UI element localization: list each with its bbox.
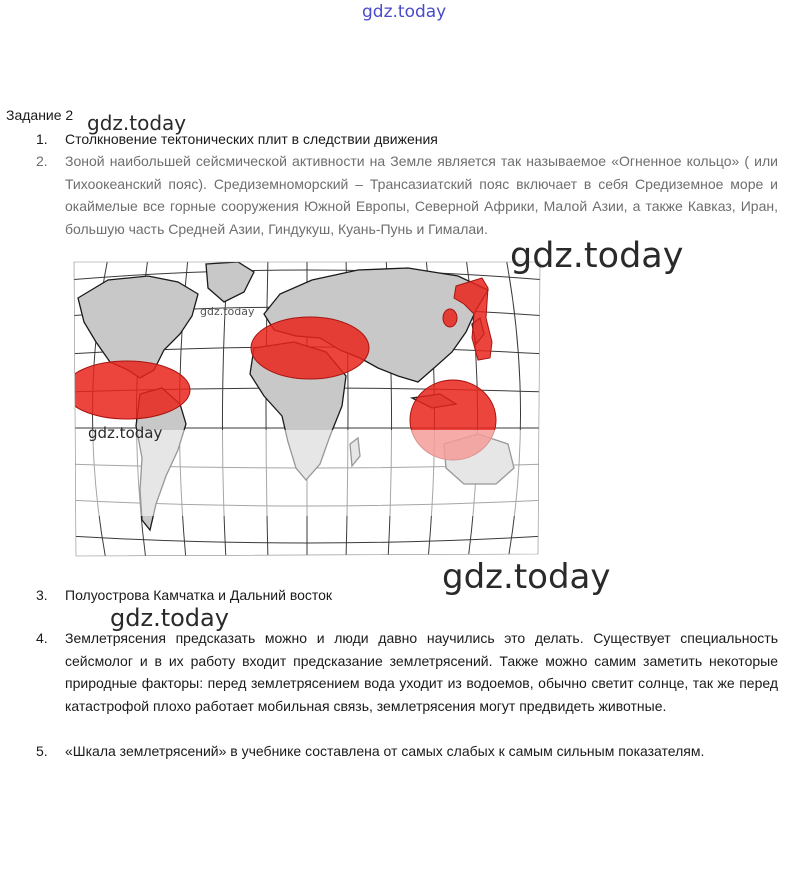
watermark: gdz.today xyxy=(442,557,611,597)
watermark: gdz.today xyxy=(88,424,163,442)
watermark: gdz.today xyxy=(510,236,684,276)
list-item xyxy=(36,627,778,717)
seismic-zone-americas xyxy=(68,361,190,419)
list-item-number: 5. xyxy=(36,743,48,759)
list-item-text: Зоной наибольшей сейсмической активности на Земле является так называемое «Огненное кольцо» ( или Тихоокеанский пояс). Средиземноморский – Трансазиатский пояс включает в себя Средиземное море и окаймелые все горные сооружения Южной Европы, Северной Африки, Малой Азии, а также Кавказ, Иран, большую часть Средней Азии, Гиндукуш, Куань-Пунь и Гималаи. xyxy=(65,153,778,237)
world-map-figure xyxy=(68,258,546,560)
list-item-text: Полуострова Камчатка и Дальний восток xyxy=(65,587,333,603)
list-item-number: 2. xyxy=(36,153,48,169)
list-item-number: 1. xyxy=(36,131,48,147)
list-item xyxy=(36,740,778,763)
faint-watermark-overlay xyxy=(68,430,546,516)
list-item-number: 4. xyxy=(36,630,48,646)
list-item-number: 3. xyxy=(36,587,48,603)
watermark-top: gdz.today xyxy=(362,2,447,22)
list-item-text: Столкновение тектонических плит в следствии движения xyxy=(65,131,438,147)
seismic-zone-kuril xyxy=(443,309,457,327)
list-item xyxy=(36,150,778,240)
task-title: Задание 2 xyxy=(6,107,74,123)
watermark: gdz.today xyxy=(110,604,229,632)
seismic-zone-mediterranean xyxy=(251,317,369,379)
list-item-text: Землетрясения предсказать можно и люди давно научились это делать. Существует специальность сейсмолог и в их работу входит предсказание землетрясений. Также можно самим заметить некоторые природные факторы: перед землетрясением вода уходит из водоемов, обычно светит солнце, так же перед катастрофой плохо работает мобильная связь, землетрясения могут предвидеть животные. xyxy=(65,630,778,714)
list-item-text: «Шкала землетрясений» в учебнике составлена от самых слабых к самым сильным показателям. xyxy=(65,743,705,759)
watermark: gdz.today xyxy=(200,305,255,318)
seismic-belts-map xyxy=(68,258,546,560)
watermark: gdz.today xyxy=(87,111,187,135)
